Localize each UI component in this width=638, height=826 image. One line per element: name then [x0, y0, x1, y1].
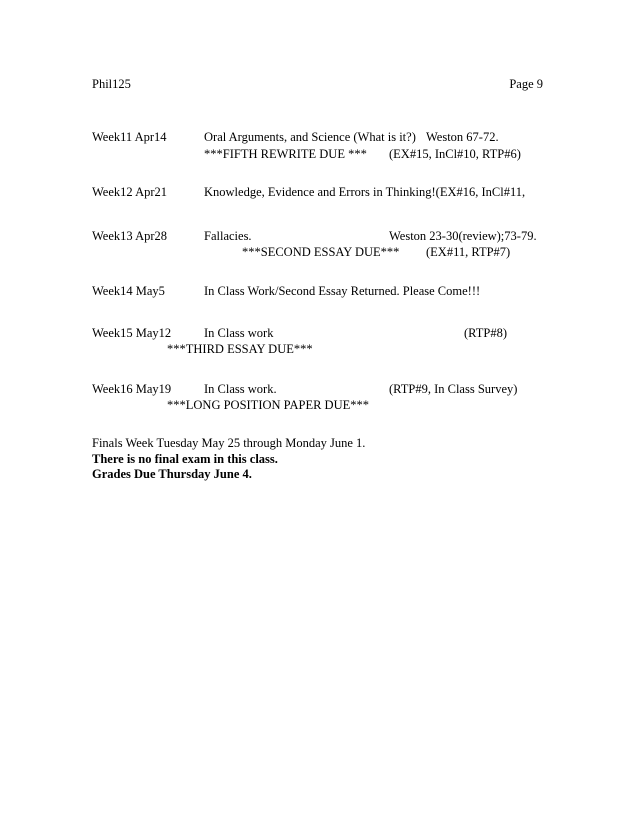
- week-reading: (RTP#8): [464, 326, 507, 340]
- week-topic: Oral Arguments, and Science (What is it?): [204, 130, 416, 144]
- grades-due-text: Grades Due Thursday June 4.: [92, 467, 252, 481]
- week-reading: (RTP#9, In Class Survey): [389, 382, 518, 396]
- week-assignments: (EX#15, InCl#10, RTP#6): [389, 147, 521, 161]
- week-label: Week11 Apr14: [92, 130, 167, 144]
- week-label: Week15 May12: [92, 326, 172, 340]
- week-due-note: ***SECOND ESSAY DUE***: [242, 245, 400, 259]
- week-due-note: ***THIRD ESSAY DUE***: [167, 342, 313, 356]
- finals-week-text: Finals Week Tuesday May 25 through Monday June 1.: [92, 436, 366, 450]
- week-topic: Knowledge, Evidence and Errors in Thinking!(EX#16, InCl#11,: [204, 185, 526, 199]
- week-due-note: ***FIFTH REWRITE DUE ***: [204, 147, 367, 161]
- week-topic: In Class Work/Second Essay Returned. Please Come!!!: [204, 284, 481, 298]
- no-final-exam-text: There is no final exam in this class.: [92, 452, 278, 466]
- week-topic: In Class work.: [204, 382, 277, 396]
- week-topic: Fallacies.: [204, 229, 252, 243]
- week-label: Week16 May19: [92, 382, 172, 396]
- week-reading: Weston 67-72.: [426, 130, 499, 144]
- week-topic: In Class work: [204, 326, 274, 340]
- page-number: Page 9: [509, 77, 543, 91]
- week-due-note: ***LONG POSITION PAPER DUE***: [167, 398, 369, 412]
- week-label: Week14 May5: [92, 284, 165, 298]
- week-label: Week13 Apr28: [92, 229, 168, 243]
- week-assignments: (EX#11, RTP#7): [426, 245, 511, 259]
- week-reading: Weston 23-30(review);73-79.: [389, 229, 537, 243]
- course-code: Phil125: [92, 77, 131, 91]
- week-label: Week12 Apr21: [92, 185, 168, 199]
